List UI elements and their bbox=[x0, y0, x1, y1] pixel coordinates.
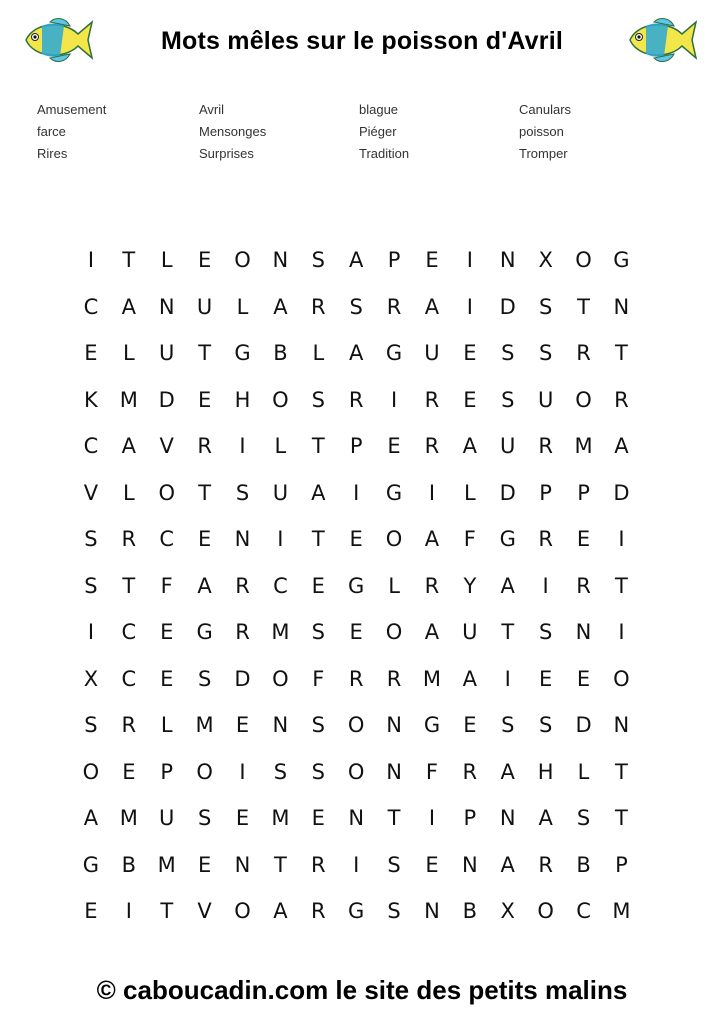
grid-letter: G bbox=[348, 899, 365, 923]
grid-letter: T bbox=[615, 806, 628, 830]
grid-letter: M bbox=[271, 806, 290, 830]
grid-letter: F bbox=[463, 527, 476, 551]
grid-letter: N bbox=[613, 713, 630, 737]
grid-letter: S bbox=[538, 341, 553, 365]
grid-letter: E bbox=[311, 806, 325, 830]
word-list-item: Canulars bbox=[519, 102, 572, 117]
grid-letter: E bbox=[160, 666, 174, 691]
grid-letter: O bbox=[234, 899, 251, 923]
grid-letter: S bbox=[84, 527, 98, 551]
grid-letter: F bbox=[425, 759, 438, 784]
grid-letter: E bbox=[160, 620, 174, 644]
grid-letter: S bbox=[235, 480, 250, 505]
grid-letter: S bbox=[311, 759, 325, 784]
grid-letter: D bbox=[613, 480, 630, 505]
grid-letter: M bbox=[271, 620, 290, 644]
grid-letter: G bbox=[613, 248, 630, 272]
grid-letter: N bbox=[272, 713, 289, 737]
word-list-item: Amusement bbox=[37, 102, 107, 117]
grid-letter: C bbox=[273, 573, 288, 598]
grid-letter: L bbox=[388, 573, 400, 598]
grid-letter: A bbox=[273, 294, 288, 319]
grid-letter: R bbox=[235, 573, 250, 598]
word-list-item: Rires bbox=[37, 146, 68, 161]
grid-letter: E bbox=[463, 713, 477, 737]
grid-letter: U bbox=[272, 480, 289, 505]
grid-letter: O bbox=[196, 759, 213, 784]
grid-letter: N bbox=[499, 806, 516, 830]
grid-letter: U bbox=[424, 341, 440, 365]
grid-letter: V bbox=[197, 899, 212, 923]
grid-letter: E bbox=[425, 852, 439, 877]
word-list-item: Tromper bbox=[519, 146, 568, 161]
grid-letter: T bbox=[577, 294, 590, 319]
grid-letter: G bbox=[385, 341, 403, 365]
grid-letter: S bbox=[538, 294, 553, 319]
grid-letter: R bbox=[538, 434, 553, 458]
word-list-item: Tradition bbox=[359, 146, 410, 161]
grid-letter: E bbox=[84, 899, 98, 923]
grid-letter: B bbox=[576, 852, 591, 877]
grid-letter: F bbox=[160, 573, 173, 598]
grid-letter: I bbox=[618, 620, 625, 644]
grid-letter: M bbox=[119, 806, 138, 830]
grid-letter: C bbox=[121, 620, 137, 644]
grid-letter: S bbox=[538, 620, 553, 644]
grid-letter: R bbox=[121, 527, 137, 551]
grid-letter: D bbox=[575, 713, 592, 737]
grid-letter: U bbox=[537, 387, 554, 412]
grid-letter: T bbox=[615, 341, 628, 365]
grid-letter: A bbox=[500, 573, 515, 598]
grid-letter: L bbox=[122, 341, 135, 365]
grid-letter: I bbox=[428, 806, 436, 830]
grid-letter: S bbox=[84, 573, 98, 598]
grid-letter: S bbox=[349, 294, 363, 319]
grid-letter: M bbox=[195, 713, 214, 737]
grid-letter: L bbox=[122, 480, 135, 505]
grid-letter: S bbox=[387, 899, 401, 923]
grid-letter: E bbox=[235, 713, 250, 737]
grid-letter: O bbox=[613, 666, 630, 691]
letter-grid bbox=[72, 240, 640, 938]
grid-letter: R bbox=[235, 620, 250, 644]
grid-letter: P bbox=[577, 480, 590, 505]
grid-letter: I bbox=[125, 899, 132, 923]
grid-letter: C bbox=[159, 527, 175, 551]
grid-letter: R bbox=[310, 899, 326, 923]
grid-letter: S bbox=[197, 666, 212, 691]
grid-letter: R bbox=[348, 666, 364, 691]
grid-letter: M bbox=[422, 666, 442, 691]
grid-letter: S bbox=[311, 620, 325, 644]
grid-letter: O bbox=[272, 666, 289, 691]
grid-letter: I bbox=[87, 248, 95, 272]
grid-letter: E bbox=[538, 666, 553, 691]
grid-letter: T bbox=[311, 434, 325, 458]
grid-letter: A bbox=[538, 806, 553, 830]
grid-letter: U bbox=[159, 806, 175, 830]
grid-letter: P bbox=[615, 852, 628, 877]
grid-letter: I bbox=[239, 434, 246, 458]
grid-letter: S bbox=[197, 806, 212, 830]
grid-letter: O bbox=[575, 387, 592, 412]
grid-letter: D bbox=[499, 480, 516, 505]
grid-letter: O bbox=[347, 759, 365, 784]
grid-letter: T bbox=[198, 480, 212, 505]
grid-letter: D bbox=[499, 294, 516, 319]
grid-letter: I bbox=[277, 527, 284, 551]
grid-letter: B bbox=[462, 899, 478, 923]
grid-letter: S bbox=[576, 806, 591, 830]
grid-letter: I bbox=[353, 852, 360, 877]
grid-letter: P bbox=[539, 480, 552, 505]
grid-letter: K bbox=[84, 387, 98, 412]
grid-letter: R bbox=[386, 294, 402, 319]
grid-letter: A bbox=[614, 434, 629, 458]
grid-letter: G bbox=[423, 713, 441, 737]
grid-letter: E bbox=[197, 248, 212, 272]
grid-letter: A bbox=[83, 806, 99, 830]
grid-letter: L bbox=[236, 294, 249, 319]
grid-letter: R bbox=[121, 713, 137, 737]
grid-letter: T bbox=[615, 759, 628, 784]
grid-letter: N bbox=[461, 852, 478, 877]
grid-letter: S bbox=[501, 713, 515, 737]
grid-letter: S bbox=[311, 387, 325, 412]
grid-letter: R bbox=[348, 387, 364, 412]
grid-letter: N bbox=[386, 759, 402, 784]
grid-letter: S bbox=[501, 341, 515, 365]
grid-letter: I bbox=[466, 248, 473, 272]
grid-letter: R bbox=[576, 573, 591, 598]
grid-letter: A bbox=[348, 341, 364, 365]
grid-letter: N bbox=[348, 806, 365, 830]
word-list-item: Piéger bbox=[359, 124, 397, 139]
grid-letter: G bbox=[348, 573, 365, 598]
grid-letter: N bbox=[424, 899, 440, 923]
grid-letter: R bbox=[462, 759, 478, 784]
grid-letter: O bbox=[234, 248, 251, 272]
grid-letter: P bbox=[463, 806, 477, 830]
grid-letter: R bbox=[424, 573, 440, 598]
grid-letter: X bbox=[83, 666, 99, 691]
grid-letter: I bbox=[504, 666, 511, 691]
grid-letter: S bbox=[311, 248, 325, 272]
grid-letter: T bbox=[273, 852, 287, 877]
grid-letter: H bbox=[537, 759, 554, 784]
grid-letter: E bbox=[349, 527, 363, 551]
grid-letter: R bbox=[538, 527, 553, 551]
grid-letter: R bbox=[614, 387, 629, 412]
grid-letter: F bbox=[312, 666, 325, 691]
grid-letter: P bbox=[349, 434, 363, 458]
grid-letter: U bbox=[159, 341, 175, 365]
grid-letter: A bbox=[197, 573, 212, 598]
grid-letter: I bbox=[428, 480, 436, 505]
grid-letter: O bbox=[272, 387, 289, 412]
grid-letter: S bbox=[311, 713, 325, 737]
grid-letter: T bbox=[160, 899, 174, 923]
footer-credit: © caboucadin.com le site des petits malins bbox=[96, 975, 628, 1005]
grid-letter: X bbox=[500, 899, 515, 923]
grid-letter: R bbox=[538, 852, 553, 877]
grid-letter: B bbox=[273, 341, 288, 365]
grid-letter: U bbox=[196, 294, 213, 319]
grid-letter: R bbox=[424, 434, 440, 458]
grid-letter: A bbox=[273, 899, 288, 923]
grid-letter: P bbox=[160, 759, 174, 784]
grid-letter: N bbox=[575, 620, 592, 644]
grid-letter: M bbox=[157, 852, 176, 877]
word-list-item: farce bbox=[37, 124, 66, 139]
grid-letter: U bbox=[462, 620, 478, 644]
word-list-item: Surprises bbox=[199, 146, 254, 161]
grid-letter: E bbox=[387, 434, 401, 458]
grid-letter: I bbox=[239, 759, 246, 784]
grid-letter: R bbox=[576, 341, 591, 365]
grid-letter: O bbox=[385, 527, 403, 551]
grid-letter: N bbox=[234, 852, 251, 877]
grid-letter: A bbox=[311, 480, 326, 505]
grid-letter: N bbox=[499, 248, 516, 272]
grid-letter: O bbox=[82, 759, 100, 784]
grid-letter: T bbox=[387, 806, 401, 830]
grid-letter: G bbox=[499, 527, 516, 551]
grid-letter: R bbox=[197, 434, 212, 458]
grid-letter: T bbox=[122, 573, 136, 598]
grid-letter: E bbox=[463, 387, 477, 412]
grid-letter: A bbox=[462, 434, 478, 458]
grid-letter: E bbox=[463, 341, 477, 365]
grid-letter: T bbox=[615, 573, 628, 598]
grid-letter: E bbox=[84, 341, 98, 365]
grid-letter: E bbox=[349, 620, 363, 644]
grid-letter: C bbox=[83, 434, 99, 458]
grid-letter: E bbox=[576, 666, 591, 691]
grid-letter: O bbox=[158, 480, 175, 505]
grid-letter: O bbox=[347, 713, 365, 737]
grid-letter: E bbox=[235, 806, 250, 830]
grid-letter: S bbox=[501, 387, 515, 412]
grid-letter: N bbox=[272, 248, 289, 272]
grid-letter: L bbox=[160, 248, 173, 272]
grid-letter: L bbox=[464, 480, 476, 505]
grid-letter: L bbox=[274, 434, 287, 458]
page-header bbox=[0, 0, 724, 90]
grid-letter: C bbox=[576, 899, 591, 923]
grid-letter: T bbox=[122, 248, 136, 272]
grid-letter: L bbox=[312, 341, 325, 365]
grid-letter: A bbox=[424, 620, 440, 644]
grid-letter: A bbox=[500, 852, 515, 877]
grid-letter: M bbox=[119, 387, 138, 412]
grid-letter: D bbox=[234, 666, 251, 691]
grid-letter: A bbox=[424, 294, 440, 319]
grid-letter: U bbox=[500, 434, 516, 458]
grid-letter: O bbox=[537, 899, 554, 923]
grid-letter: S bbox=[538, 713, 553, 737]
grid-letter: N bbox=[234, 527, 251, 551]
grid-letter: H bbox=[234, 387, 251, 412]
grid-letter: E bbox=[122, 759, 136, 784]
grid-letter: A bbox=[424, 527, 440, 551]
grid-letter: O bbox=[385, 620, 403, 644]
grid-letter: A bbox=[121, 434, 137, 458]
grid-letter: P bbox=[387, 248, 401, 272]
grid-letter: C bbox=[121, 666, 137, 691]
word-list-item: Mensonges bbox=[199, 124, 267, 139]
grid-letter: A bbox=[500, 759, 515, 784]
grid-letter: M bbox=[612, 899, 631, 923]
grid-letter: N bbox=[158, 294, 175, 319]
grid-letter: T bbox=[501, 620, 515, 644]
grid-letter: I bbox=[87, 620, 95, 644]
grid-letter: Y bbox=[463, 573, 477, 598]
grid-letter: S bbox=[273, 759, 288, 784]
grid-letter: R bbox=[310, 294, 326, 319]
grid-letter: N bbox=[613, 294, 630, 319]
grid-letter: E bbox=[197, 852, 212, 877]
grid-letter: I bbox=[390, 387, 398, 412]
grid-letter: I bbox=[466, 294, 473, 319]
grid-letter: S bbox=[387, 852, 401, 877]
grid-letter: O bbox=[575, 248, 592, 272]
grid-letter: R bbox=[424, 387, 440, 412]
grid-letter: S bbox=[84, 713, 98, 737]
grid-letter: G bbox=[234, 341, 251, 365]
grid-letter: V bbox=[83, 480, 99, 505]
word-list-item: Avril bbox=[199, 102, 225, 117]
grid-letter: E bbox=[197, 387, 212, 412]
grid-letter: V bbox=[159, 434, 174, 458]
grid-letter: N bbox=[386, 713, 402, 737]
word-list-item: poisson bbox=[519, 124, 564, 139]
grid-letter: I bbox=[618, 527, 625, 551]
grid-letter: E bbox=[576, 527, 591, 551]
grid-letter: I bbox=[353, 480, 360, 505]
page-title: Mots mêles sur le poisson d'Avril bbox=[161, 27, 563, 55]
word-list bbox=[37, 99, 677, 165]
grid-letter: M bbox=[574, 434, 593, 458]
grid-letter: E bbox=[425, 248, 439, 272]
grid-letter: T bbox=[198, 341, 212, 365]
grid-letter: T bbox=[311, 527, 325, 551]
grid-letter: L bbox=[577, 759, 590, 784]
grid-letter: E bbox=[311, 573, 325, 598]
grid-letter: L bbox=[160, 713, 173, 737]
grid-letter: C bbox=[83, 294, 99, 319]
word-list-item: blague bbox=[359, 102, 399, 117]
grid-letter: A bbox=[348, 248, 364, 272]
grid-letter: D bbox=[158, 387, 175, 412]
grid-letter: B bbox=[121, 852, 137, 877]
grid-letter: G bbox=[82, 852, 100, 877]
grid-letter: R bbox=[310, 852, 326, 877]
grid-letter: R bbox=[386, 666, 402, 691]
grid-letter: G bbox=[385, 480, 403, 505]
grid-letter: G bbox=[196, 620, 213, 644]
tropical-fish-icon bbox=[624, 12, 700, 68]
grid-letter: E bbox=[197, 527, 212, 551]
grid-letter: A bbox=[462, 666, 478, 691]
grid-letter: A bbox=[121, 294, 137, 319]
grid-letter: I bbox=[542, 573, 549, 598]
grid-letter: X bbox=[538, 248, 553, 272]
